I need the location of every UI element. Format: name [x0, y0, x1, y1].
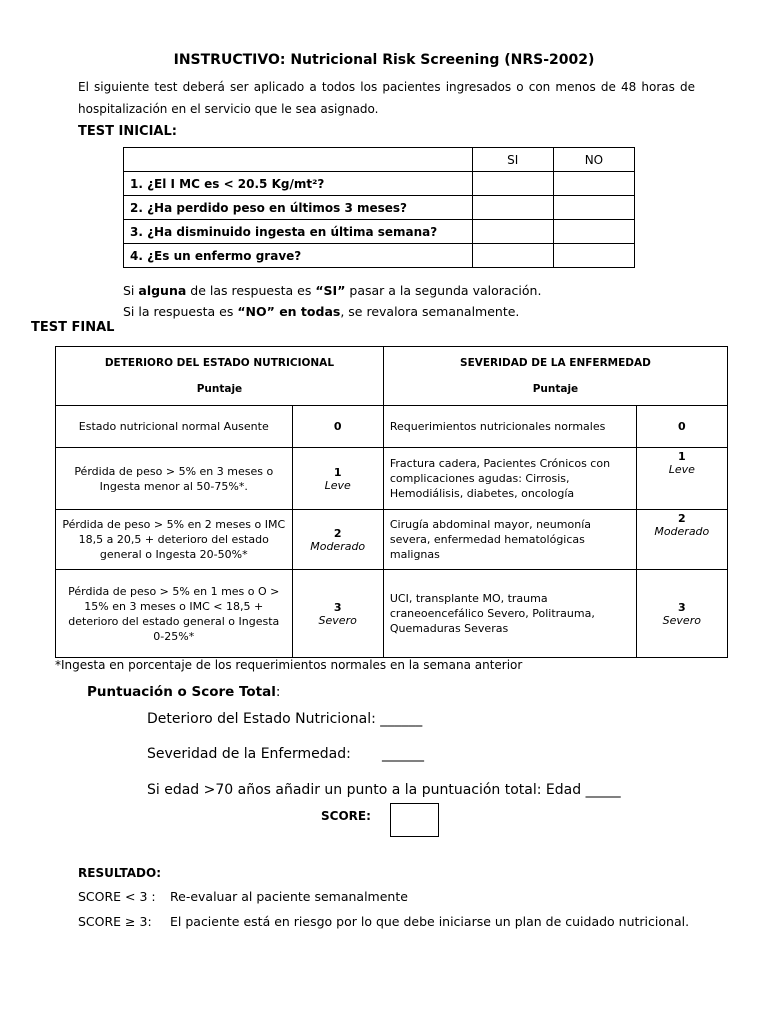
answer-si-cell[interactable]	[472, 220, 553, 244]
resultado-key: SCORE ≥ 3:	[78, 914, 152, 929]
note-2: Si la respuesta es “NO” en todas, se revalora semanalmente.	[123, 304, 520, 319]
question-2: 2. ¿Ha perdido peso en últimos 3 meses?	[124, 196, 473, 220]
col-si: SI	[472, 148, 553, 172]
right-score: 0	[636, 406, 727, 448]
left-score: 1 Leve	[292, 448, 383, 510]
score-box[interactable]	[390, 803, 439, 837]
right-score: 3 Severo	[636, 570, 727, 658]
table-row	[124, 220, 635, 244]
left-desc: Pérdida de peso > 5% en 2 meses o IMC 18,5 a 20,5 + deterioro del estado general o Ingesta 20-50%*	[56, 510, 293, 570]
left-desc: Pérdida de peso > 5% en 1 mes o O > 15% en 3 meses o IMC < 18,5 + deterioro del estado general o Ingesta 0-25%*	[56, 570, 293, 658]
right-score: 2 Moderado	[636, 510, 727, 570]
table-row	[56, 510, 728, 570]
left-desc: Estado nutricional normal Ausente	[56, 406, 293, 448]
right-desc: Fractura cadera, Pacientes Crónicos con complicaciones agudas: Cirrosis, Hemodiálisis, diabetes, oncología	[383, 448, 636, 510]
right-header-cell	[383, 347, 727, 406]
footnote: *Ingesta en porcentaje de los requerimientos normales en la semana anterior	[55, 658, 523, 672]
answer-no-cell[interactable]	[553, 244, 634, 268]
right-desc: Cirugía abdominal mayor, neumonía severa, enfermedad hematológicas malignas	[383, 510, 636, 570]
test-final-heading: TEST FINAL	[31, 320, 115, 335]
page-title: INSTRUCTIVO: Nutricional Risk Screening (NRS-2002)	[173, 52, 595, 68]
table-row	[56, 406, 728, 448]
resultado-heading: RESULTADO:	[78, 866, 161, 880]
test-inicial-heading: TEST INICIAL:	[78, 124, 177, 139]
question-1: 1. ¿El I MC es < 20.5 Kg/mt²?	[124, 172, 473, 196]
puntuacion-title: Puntuación o Score Total:	[87, 684, 281, 700]
table-row	[56, 448, 728, 510]
table-header-row	[124, 148, 635, 172]
test-inicial-table	[123, 147, 635, 268]
answer-no-cell[interactable]	[553, 172, 634, 196]
puntaje-label: Puntaje	[196, 383, 243, 395]
left-desc: Pérdida de peso > 5% en 3 meses o Ingesta menor al 50-75%*.	[56, 448, 293, 510]
severidad-line[interactable]: Severidad de la Enfermedad: ______	[147, 746, 424, 762]
answer-no-cell[interactable]	[553, 196, 634, 220]
deterioro-line[interactable]: Deterioro del Estado Nutricional: ______	[147, 711, 423, 727]
intro-paragraph: El siguiente test deberá ser aplicado a todos los pacientes ingresados o con menos de 48 horas de hospitalización en el servicio que le sea asignado.	[78, 80, 695, 116]
left-score: 3 Severo	[292, 570, 383, 658]
answer-no-cell[interactable]	[553, 220, 634, 244]
question-4: 4. ¿Es un enfermo grave?	[124, 244, 473, 268]
edad-line[interactable]: Si edad >70 años añadir un punto a la puntuación total: Edad _____	[147, 782, 621, 798]
test-final-table	[55, 346, 728, 658]
left-score: 0	[292, 406, 383, 448]
table-row	[124, 172, 635, 196]
note-1: Si alguna de las respuesta es “SI” pasar a la segunda valoración.	[123, 283, 542, 298]
answer-si-cell[interactable]	[472, 172, 553, 196]
right-desc: Requerimientos nutricionales normales	[383, 406, 636, 448]
right-score: 1 Leve	[636, 448, 727, 510]
test-inicial-notes	[123, 280, 541, 322]
resultado-text: Re-evaluar al paciente semanalmente	[170, 889, 408, 904]
puntaje-label: Puntaje	[532, 383, 579, 395]
resultado-key: SCORE < 3 :	[78, 889, 156, 904]
table-row	[124, 244, 635, 268]
right-header: SEVERIDAD DE LA ENFERMEDAD	[460, 357, 651, 369]
score-label: SCORE:	[321, 809, 371, 823]
answer-si-cell[interactable]	[472, 196, 553, 220]
resultado-row-2	[78, 914, 695, 934]
question-3: 3. ¿Ha disminuido ingesta en última semana?	[124, 220, 473, 244]
col-no: NO	[553, 148, 634, 172]
left-header: DETERIORO DEL ESTADO NUTRICIONAL	[104, 357, 335, 369]
table-header-row	[56, 347, 728, 406]
answer-si-cell[interactable]	[472, 244, 553, 268]
resultado-text: El paciente está en riesgo por lo que debe iniciarse un plan de cuidado nutricional.	[170, 914, 690, 929]
left-header-cell	[56, 347, 384, 406]
left-score: 2 Moderado	[292, 510, 383, 570]
right-desc: UCI, transplante MO, trauma craneoencefálico Severo, Politrauma, Quemaduras Severas	[383, 570, 636, 658]
table-row	[124, 196, 635, 220]
table-row	[56, 570, 728, 658]
resultado-row-1	[78, 889, 408, 904]
